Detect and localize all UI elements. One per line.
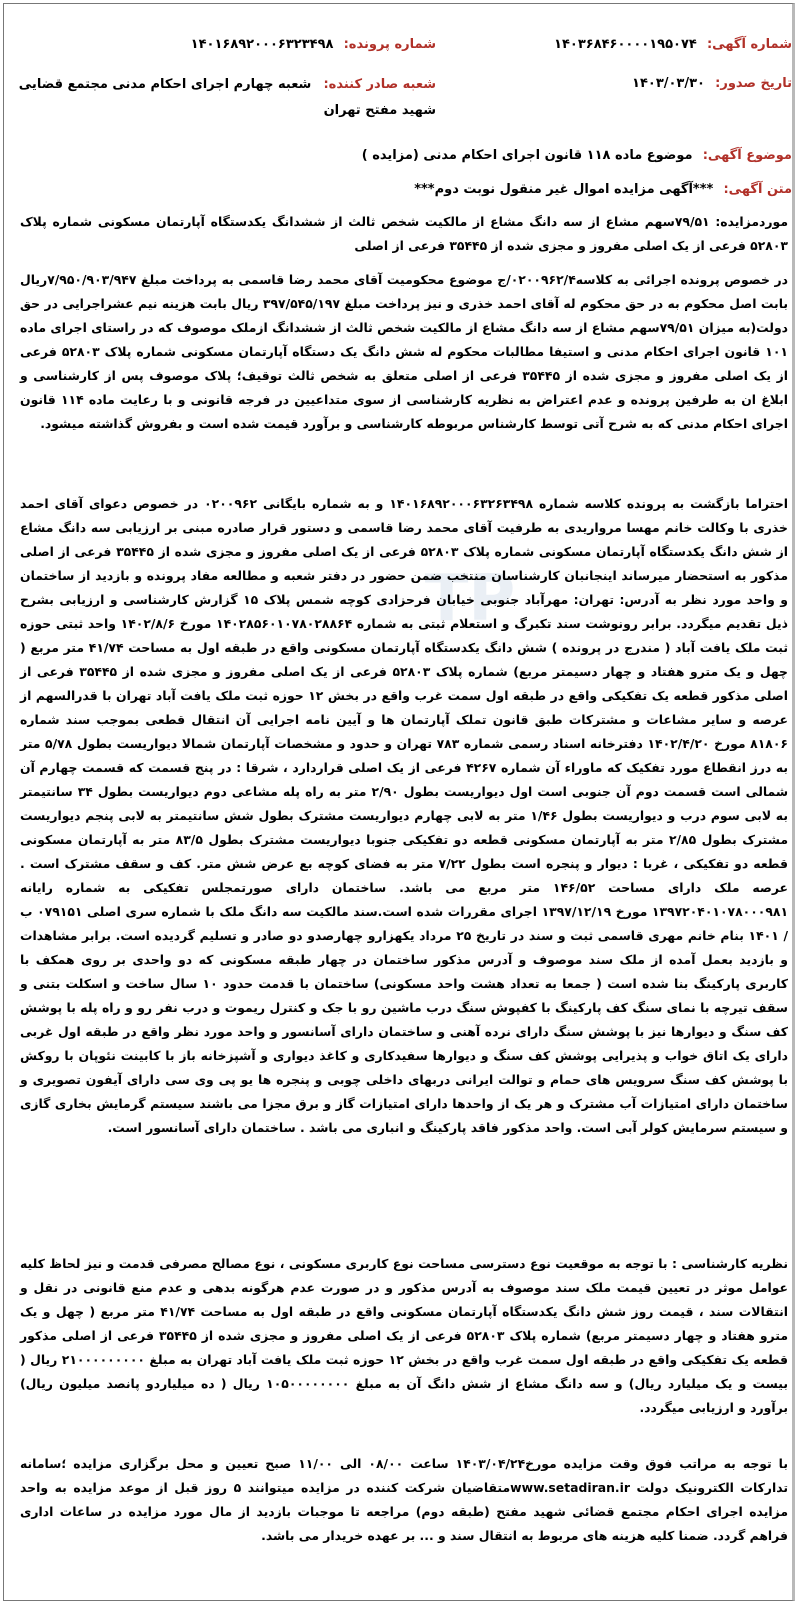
subject-label: موضوع آگهی:	[702, 148, 792, 163]
expert-opinion-paragraph: نظریه کارشناسی : با توجه به موقعیت نوع دسترسی مساحت نوع کاربری مسکونی ، نوع مصالح مصرفی قدمت و نیز لحاظ کلیه عوامل موثر در تعیین قیمت ملک سند موصوف به آدرس مذکور و در صورت عدم هرگونه بدهی و عدم منع قانونی در نقل و انتقالات سند ، قیمت روز شش دانگ یکدستگاه آپارتمان مسکونی واقع در طبقه اول به مساحت ۴۱/۷۴ متر مربع ( چهل و یک مترو هفتاد و چهار دسیمتر مربع) شماره پلاک ۵۲۸۰۳ فرعی از یک اصلی مفروز و مجزی شده از ۳۵۴۴۵ فرعی از اصلی مذکور قطعه یک تفکیکی واقع در طبقه اول سمت غرب واقع در بخش ۱۲ حوزه ثبت ملک یافت آباد تهران به مبلغ ۲۱۰۰۰۰۰۰۰۰۰ ریال ( بیست و یک میلیارد ریال) و سه دانگ مشاع از شش دانگ آن به مبلغ ۱۰۵۰۰۰۰۰۰۰۰ ریال ( ده میلیاردو پانصد میلیون ریال) برآورد و ارزیابی میگردد.	[20, 1256, 789, 1415]
issue-date-row	[632, 72, 792, 96]
issue-date: ۱۴۰۳/۰۳/۳۰	[632, 76, 705, 91]
issue-date-label: تاریخ صدور:	[715, 76, 792, 91]
notice-number-label: شماره آگهی:	[706, 37, 792, 52]
text-title-row	[414, 178, 792, 202]
case-summary-paragraph: در خصوص پرونده اجرائی به کلاسه۰۲۰۰۹۶۲/۴/ج موضوع محکومیت آقای محمد رضا قاسمی به پرداخت مبلغ ۷/۹۵۰/۹۰۳/۹۴۷ریال بابت اصل محکوم به در حق محکوم له آقای احمد خذری و نیز پرداخت مبلغ ۳۹۷/۵۴۵/۱۹۷ ریال بابت هزینه نیم عشراجرایی در حق دولت(به میزان ۷۹/۵۱سهم مشاع از سه دانگ مشاع از مالکیت شخص ثالث از ششدانگ ازملک موصوف که در راستای اجرای ماده ۱۰۱ قانون اجرای احکام مدنی و استیفا مطالبات محکوم له شش دانگ یک دستگاه آپارتمان مسکونی شماره پلاک ۵۲۸۰۳ فرعی از یک اصلی مفروز و مجزی شده از ۳۵۴۴۵ فرعی از اصلی متعلق به شخص ثالث توقیف؛ پلاک موصوف پس از کارشناسی و ابلاغ ان به طرفین پرونده و عدم اعتراض به نظریه کارشناسی از سوی متداعیین در فرجه قانونی و با رعایت ماده ۱۱۴ قانون اجرای احکام مدنی که به شرح آتی توسط کارشناس مربوطه کارشناسی و برآورد قیمت شده است و بفروش گذاشته میشود.	[20, 272, 789, 431]
expert-report-paragraph: احتراما بازگشت به پرونده کلاسه شماره ۱۴۰۱۶۸۹۲۰۰۰۶۳۲۶۳۴۹۸ و به شماره بایگانی ۰۲۰۰۹۶۲ در خصوص دعوای آقای احمد خذری با وکالت خانم مهسا مرواریدی به طرفیت آقای محمد رضا قاسمی و دستور قرار صادره مبنی بر ارزیابی سه دانگ مشاع از شش دانگ یکدستگاه آپارتمان مسکونی شماره پلاک ۵۲۸۰۳ فرعی از یک اصلی مفروز و مجزی شده از ۳۵۴۴۵ فرعی از اصلی مذکور به استحضار میرساند اینجانبان کارشناسان منتخب ضمن حضور در دفتر شعبه و مطالعه مفاد پرونده و بازدید از ساختمان و واحد مورد نظر به آدرس: تهران: مهرآباد جنوبی خیابان فرحزادی کوچه شمس پلاک ۱۵ گزارش کارشناسی و ارزیابی بشرح ذیل تقدیم میگردد. برابر رونوشت سند تکبرگ و استعلام ثبتی به شماره ۱۴۰۲۸۵۶۰۱۰۷۸۰۲۸۸۶۴ مورخ ۱۴۰۲/۸/۶ واحد ثبتی حوزه ثبت ملک یافت آباد ( مندرج در پرونده ) شش دانگ یکدستگاه آپارتمان مسکونی واقع در طبقه اول به مساحت ۴۱/۷۴ متر مربع ( چهل و یک مترو هفتاد و چهار دسیمتر مربع) شماره پلاک ۵۲۸۰۳ فرعی از یک اصلی مفروز و مجزی شده از ۳۵۴۴۵ فرعی از اصلی مذکور قطعه یک تفکیکی واقع در طبقه اول سمت غرب واقع در بخش ۱۲ حوزه ثبت ملک یافت آباد تهران با قدرالسهم از عرصه و سایر مشاعات و مشترکات طبق قانون تملک آپارتمان ها و آیین نامه اجرایی آن انتقال قطعی بموجب سند شماره ۸۱۸۰۶ مورخ ۱۴۰۲/۴/۲۰ دفترخانه اسناد رسمی شماره ۷۸۳ تهران و حدود و مشخصات آپارتمان شمالا دیواریست بطول ۵/۷۸ متر به درز انقطاع مورد تفکیک که ماوراء آن شماره ۴۲۶۷ فرعی از یک اصلی قراردارد ، شرقا : در پنج قسمت که قسمت چهارم آن شمالی است قسمت دوم آن جنوبی است اول دیواریست بطول ۲/۹۰ متر به راه پله مشاعی دوم دیواریست بطول ۳۴ سانتیمتر به لابی سوم درب و دیواریست بطول ۱/۴۶ متر به لابی چهارم دیواریست مشترک بطول شش سانتیمتر به لابی پنجم دیواریست مشترک بطول ۲/۸۵ متر به آپارتمان مسکونی قطعه دو تفکیکی جنوبا دیواریست مشترک بطول ۸۳/۵ متر به آپارتمان مسکونی قطعه دو تفکیکی ، غربا : دیوار و پنجره است بطول ۷/۲۲ متر به فضای کوچه بع عرض شش متر. کف و سقف مشترک است . عرصه ملک دارای مساحت ۱۴۶/۵۲ متر مربع می باشد. ساختمان دارای صورتمجلس تفکیکی به شماره رایانه ۱۳۹۷۲۰۴۰۱۰۷۸۰۰۰۹۸۱ مورخ ۱۳۹۷/۱۲/۱۹ اجرای مقررات شده است.سند مالکیت سه دانگ ملک با شماره سری اصلی ۰۷۹۱۵۱ ب / ۱۴۰۱ بنام خانم مهری قاسمی ثبت و سند در تاریخ ۲۵ مرداد یکهزارو چهارصدو دو صادر و تسلیم گردیده است. برابر مشاهدات و بازدید بعمل آمده از ملک سند موصوف و آدرس مذکور ساختمان در چهار طبقه مسکونی که دو واحدی بر روی همکف با کاربری پارکینگ بنا شده است ( جمعا به تعداد هشت واحد مسکونی) ساختمان با قدمت حدود ۱۰ سال ساخت و اسکلت بتنی و سقف تیرچه با نمای سنگ کف پارکینگ با کفپوش سنگ درب ماشین رو با جک و کنترل ریموت و درب نفر رو و راه پله با پوشش کف سنگ و دیوارها نیز با پوشش سنگ دارای نرده آهنی و ساختمان دارای آسانسور و واحد مورد نظر واقع در طبقه اول غربی دارای یک اتاق خواب و پذیرایی پوشش کف سنگ و دیوارها سفیدکاری و کاغذ دیواری و آشپزخانه باز با کابینت نئوپان با روکش با پوشش کف سنگ سرویس های حمام و توالت ایرانی دربهای داخلی چوبی و پنجره ها یو پی وی سی دارای آیفون تصویری و ساختمان دارای امتیازات آب مشترک و هر یک از واحدها دارای امتیازات گاز و برق مجزا می باشند سیستم گرمایش بخاری گازی و سیستم سرمایش کولر آبی است. واحد مذکور فاقد پارکینگ و انباری می باشد . ساختمان دارای آسانسور است.	[20, 496, 789, 1135]
auction-item-paragraph: موردمزایده: ۷۹/۵۱سهم مشاع از سه دانگ مشاع از مالکیت شخص ثالث از ششدانگ یکدستگاه آپارتمان مسکونی شماره پلاک ۵۲۸۰۳ فرعی از یک اصلی مفروز و مجزی شده از ۳۵۴۴۵ فرعی از اصلی	[20, 214, 788, 253]
notice-number: ۱۴۰۳۶۸۴۶۰۰۰۰۱۹۵۰۷۴	[554, 37, 697, 52]
case-number-row	[191, 33, 436, 57]
auction-schedule-paragraph: با توجه به مراتب فوق وقت مزایده مورخ۱۴۰۳/۰۴/۲۴ ساعت ۰۸/۰۰ الی ۱۱/۰۰ صبح تعیین و محل برگزاری مزایده ؛سامانه تدارکات الکترونیک دولت www.setadiran.irمتقاضیان شرکت کننده در مزایده میتوانند ۵ روز قبل از موعد مزایده به واحد مزایده اجرای احکام مجتمع قضائی شهید مفتح (طبقه دوم) مراجعه تا موجبات بازدید از مال مورد مزایده در ساعات اداری فراهم گردد. ضمنا کلیه هزینه های مربوط به انتقال سند و ... بر عهده خریدار می باشد.	[20, 1456, 788, 1543]
branch-row	[16, 72, 436, 124]
subject-row	[362, 144, 792, 168]
branch-name: شعبه چهارم اجرای احکام مدنی مجتمع قضایی شهید مفتح تهران	[18, 77, 436, 118]
notice-number-row	[554, 33, 792, 57]
svg-text:TP: TP	[424, 562, 516, 636]
branch-label: شعبه صادر کننده:	[323, 77, 436, 92]
text-title: ***آگهی مزایده اموال غیر منقول نوبت دوم***	[414, 182, 714, 197]
subject-text: موضوع ماده ۱۱۸ قانون اجرای احکام مدنی (مزایده )	[361, 148, 693, 163]
case-number-label: شماره پرونده:	[343, 37, 436, 52]
case-number: ۱۴۰۱۶۸۹۲۰۰۰۶۳۲۳۴۹۸	[190, 37, 334, 52]
text-label: متن آگهی:	[723, 182, 792, 197]
